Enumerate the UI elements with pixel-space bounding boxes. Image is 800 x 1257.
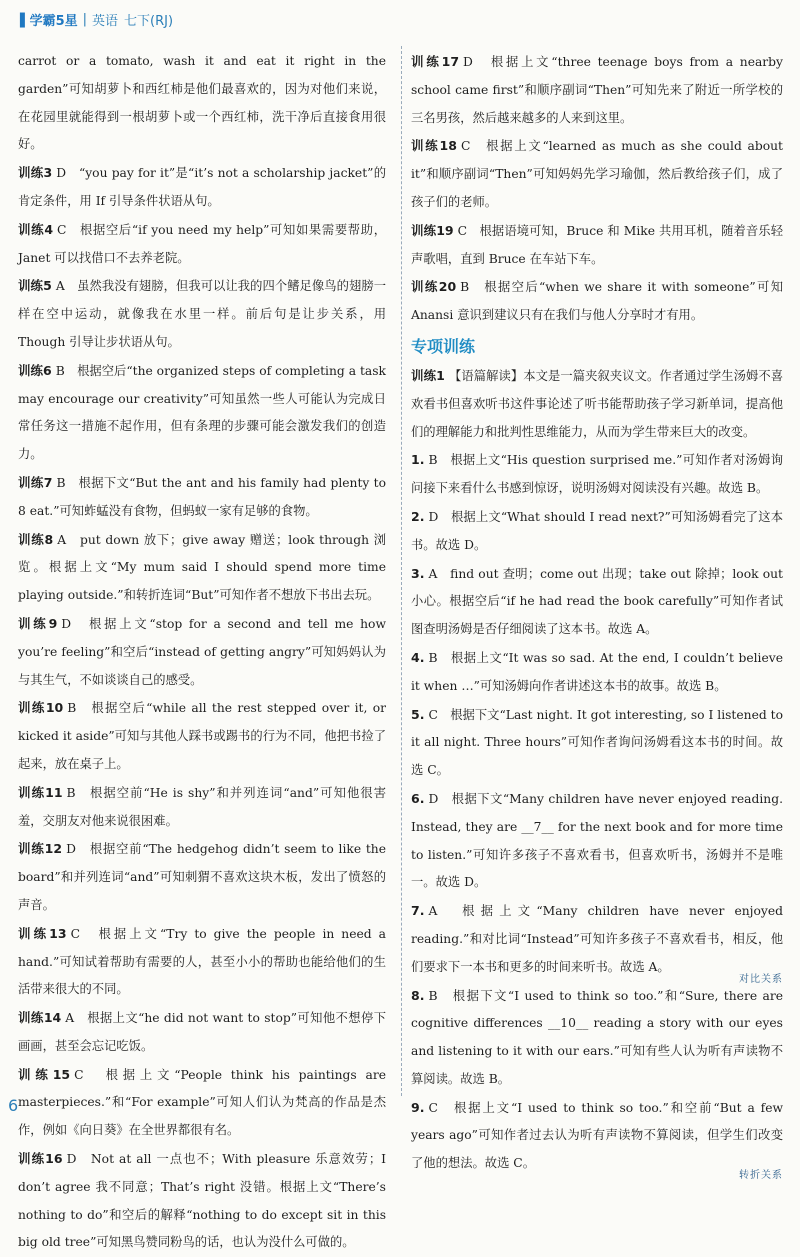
answer-text: B 根据空前“He is shy”和并列连词“and”可知他很害羞，交朋友对他来说很困难。 xyxy=(18,785,386,828)
answer-label: 训练6 xyxy=(18,362,52,378)
answer-paragraph xyxy=(411,273,783,330)
answer-text: B 根据空后“the organized steps of completing a task may encourage our creativity”可知虽然一些人可能认为完成日常任务这一措施不起作用，但有条理的步骤可能会激发我们的创造力。 xyxy=(18,363,386,462)
answer-label: 4. xyxy=(411,649,425,665)
answer-text: C 根据上文“I used to think so too.”和空前“But a few years ago”可知作者过去认为听有声读物不算阅读，但学生们改变了他的想法。故选 C。 xyxy=(411,1100,783,1171)
answer-label: 9. xyxy=(411,1099,425,1115)
answer-paragraph xyxy=(411,560,783,644)
page-header xyxy=(16,6,173,32)
answer-text: D 根据空前“The hedgehog didn’t seem to like the board”和并列连词“and”可知刺猬不喜欢这块木板，发出了愤怒的声音。 xyxy=(18,842,386,912)
answer-label: 训练14 xyxy=(18,1010,62,1026)
answer-text: D 根据下文“Many children have never enjoyed reading. Instead, they are __7__ for the next book and for more time to listen.”可知许多孩子不喜欢看书，但喜欢听书，汤姆并不是唯一。故选 D。 xyxy=(411,791,783,890)
answer-text: B 根据下文“I used to think so too.”和“Sure, there are cognitive differences __10__ reading a story with our eyes and listening to it with our ears.”可知有些人认为听有声读物不算阅读。故选 B。 xyxy=(411,988,783,1086)
answer-label: 训练11 xyxy=(18,784,63,800)
answer-paragraph xyxy=(18,1004,386,1061)
answer-label: 2. xyxy=(411,508,425,524)
answer-paragraph xyxy=(18,694,386,778)
answer-paragraph xyxy=(411,132,783,216)
answer-text: D 根据上文“three teenage boys from a nearby school came first”和顺序副词“Then”可知先来了附近一所学校的三名男孩，然后越来越多的人来到这里。 xyxy=(411,55,783,125)
answer-label: 训练3 xyxy=(18,165,53,181)
answer-paragraph xyxy=(411,701,783,785)
brand-logo-icon: ❚ xyxy=(16,10,29,28)
answer-label: 训练15 xyxy=(18,1066,71,1082)
answer-label: 训练20 xyxy=(411,279,457,295)
subject-label: 英语 xyxy=(92,13,119,29)
answer-label: 7. xyxy=(411,903,425,919)
answer-paragraph xyxy=(411,217,783,274)
answer-text: D “you pay for it”是“it’s not a scholarship jacket”的肯定条件，用 If 引导条件状语从句。 xyxy=(18,166,386,208)
answer-text: A put down 放下；give away 赠送；look through 浏览。根据上文“My mum said I should spend more time playing outside.”和转折连词“But”可知作者不想放下书出去玩。 xyxy=(18,532,386,603)
answer-text: D Not at all 一点也不；With pleasure 乐意效劳；I don’t agree 我不同意；That’s right 没错。根据上文“There’s nothing to do”和空后的解释“nothing to do except sit in this big old tree”可知黑鸟赞同粉鸟的话，也认为没什么可做的。 xyxy=(18,1152,386,1250)
answer-label: 训练1 xyxy=(411,367,445,383)
answer-paragraph xyxy=(18,216,386,273)
answer-text: 【语篇解读】本文是一篇夹叙夹议文。作者通过学生汤姆不喜欢看书但喜欢听书这件事论述了听书能帮助孩子学习新单词，提高他们的理解能力和批判性思维能力，从而为学生带来巨大的改变。 xyxy=(411,368,783,439)
answer-label: 训练4 xyxy=(18,221,54,237)
answer-label: 训练18 xyxy=(411,138,457,154)
answer-label: 6. xyxy=(411,790,425,806)
answer-text: A find out 查明；come out 出现；take out 除掉；look out 小心。根据空后“if he had read the book carefully”可知作者试图查明汤姆是否仔细阅读了这本书。故选 A。 xyxy=(411,566,783,637)
answer-text: B 根据上文“His question surprised me.”可知作者对汤姆询问接下来看什么书感到惊讶，说明汤姆对阅读没有兴趣。故选 B。 xyxy=(411,453,783,496)
answer-paragraph xyxy=(411,644,783,701)
answer-paragraph xyxy=(18,1061,386,1145)
answer-paragraph xyxy=(18,835,386,919)
answer-paragraph xyxy=(18,469,386,526)
answer-label: 训练13 xyxy=(18,925,67,941)
margin-note: 对比关系 xyxy=(739,973,783,985)
brand-name: 学霸5星 xyxy=(29,13,78,29)
answer-paragraph xyxy=(411,1094,783,1182)
answer-text: C 根据上文“People think his paintings are masterpieces.”和“For example”可知人们认为梵高的作品是杰作，例如《向日葵》在全世界都很有名。 xyxy=(18,1067,386,1138)
answer-label: 1. xyxy=(411,452,425,468)
answer-paragraph xyxy=(18,779,386,836)
answer-paragraph xyxy=(18,48,386,159)
answer-text: A 虽然我没有翅膀，但我可以让我的四个鳍足像鸟的翅膀一样在空中运动，就像我在水里一样。前后句是让步关系，用 Though 引导让步状语从句。 xyxy=(18,279,386,349)
answer-text: C 根据空后“if you need my help”可知如果需要帮助，Janet 可以找借口不去养老院。 xyxy=(18,222,386,265)
answer-text: C 根据语境可知，Bruce 和 Mike 共用耳机，随着音乐轻声歌唱，直到 Bruce 在车站下车。 xyxy=(411,223,783,266)
answer-paragraph xyxy=(411,362,783,446)
answer-label: 训练9 xyxy=(18,615,58,631)
answer-paragraph xyxy=(18,159,386,216)
answer-paragraph xyxy=(411,48,783,132)
answer-paragraph xyxy=(411,897,783,985)
right-column xyxy=(411,48,783,1182)
answer-paragraph xyxy=(18,1145,386,1257)
answer-paragraph xyxy=(411,503,783,560)
answer-text: A 根据上文“Many children have never enjoyed reading.”和对比词“Instead”可知许多孩子不喜欢看书，相反，他们要求下一本书和更多的时间来听书。故选 A。 xyxy=(411,904,783,974)
answer-label: 5. xyxy=(411,706,425,722)
answer-text: D 根据上文“stop for a second and tell me how you’re feeling”和空后“instead of getting angry”可知妈妈认为与其生气，不如谈谈自己的感受。 xyxy=(18,616,386,687)
answer-paragraph xyxy=(18,526,386,610)
answer-text: C 根据上文“learned as much as she could about it”和顺序副词“Then”可知妈妈先学习瑜伽，然后教给孩子们，成了孩子们的老师。 xyxy=(411,139,783,209)
margin-note: 转折关系 xyxy=(739,1170,783,1182)
right-column-bottom xyxy=(411,362,783,1182)
right-column-top xyxy=(411,48,783,330)
answer-text: B 根据下文“But the ant and his family had plenty to 8 eat.”可知蚱蜢没有食物，但蚂蚁一家有足够的食物。 xyxy=(18,475,386,518)
answer-label: 训练12 xyxy=(18,841,63,857)
answer-paragraph xyxy=(18,272,386,356)
answer-label: 训练10 xyxy=(18,700,64,716)
answer-paragraph xyxy=(18,357,386,469)
answer-label: 训练17 xyxy=(411,54,460,69)
column-divider xyxy=(401,46,402,1096)
answer-text: D 根据上文“What should I read next?”可知汤姆看完了这本书。故选 D。 xyxy=(411,509,783,552)
answer-label: 8. xyxy=(411,987,425,1003)
answer-label: 3. xyxy=(411,565,425,581)
answer-text: A 根据上文“he did not want to stop”可知他不想停下画画，甚至会忘记吃饭。 xyxy=(18,1011,386,1053)
section-title: 专项训练 xyxy=(411,336,476,356)
answer-text: B 根据空后“while all the rest stepped over it, or kicked it aside”可知与其他人踩书或踢书的行为不同，他把书捡了起来，放在桌子上。 xyxy=(18,701,386,771)
header-separator: | xyxy=(82,11,88,27)
answer-paragraph xyxy=(411,982,783,1094)
answer-paragraph xyxy=(18,610,386,694)
left-column xyxy=(18,48,386,1257)
answer-text: C 根据下文“Last night. It got interesting, so I listened to it all night. Three hours”可知作者询问汤姆看这本书的时间。故选 C。 xyxy=(411,707,783,778)
answer-label: 训练5 xyxy=(18,278,52,294)
answer-label: 训练8 xyxy=(18,531,54,547)
answer-label: 训练16 xyxy=(18,1151,63,1167)
brand-logo xyxy=(16,10,78,29)
answer-text: B 根据空后“when we share it with someone”可知 Anansi 意识到建议只有在我们与他人分享时才有用。 xyxy=(411,280,783,323)
answer-paragraph xyxy=(411,785,783,897)
answer-label: 训练7 xyxy=(18,474,53,490)
answer-label: 训练19 xyxy=(411,222,454,238)
grade-label: 七下(RJ) xyxy=(124,13,174,29)
answer-paragraph xyxy=(411,446,783,503)
page-number: 6 xyxy=(8,1096,19,1115)
answer-paragraph xyxy=(18,920,386,1004)
answer-text: C 根据上文“Try to give the people in need a hand.”可知试着帮助有需要的人，甚至小小的帮助也能给他们的生活带来很大的不同。 xyxy=(18,926,386,997)
answer-text: carrot or a tomato, wash it and eat it right in the garden”可知胡萝卜和西红柿是他们最喜欢的，因为对他们来说，在花园里就能得到一根胡萝卜或一个西红柿，洗干净后直接食用很好。 xyxy=(18,54,386,152)
answer-text: B 根据上文“It was so sad. At the end, I couldn’t believe it when …”可知汤姆向作者讲述这本书的故事。故选 B。 xyxy=(411,650,783,693)
